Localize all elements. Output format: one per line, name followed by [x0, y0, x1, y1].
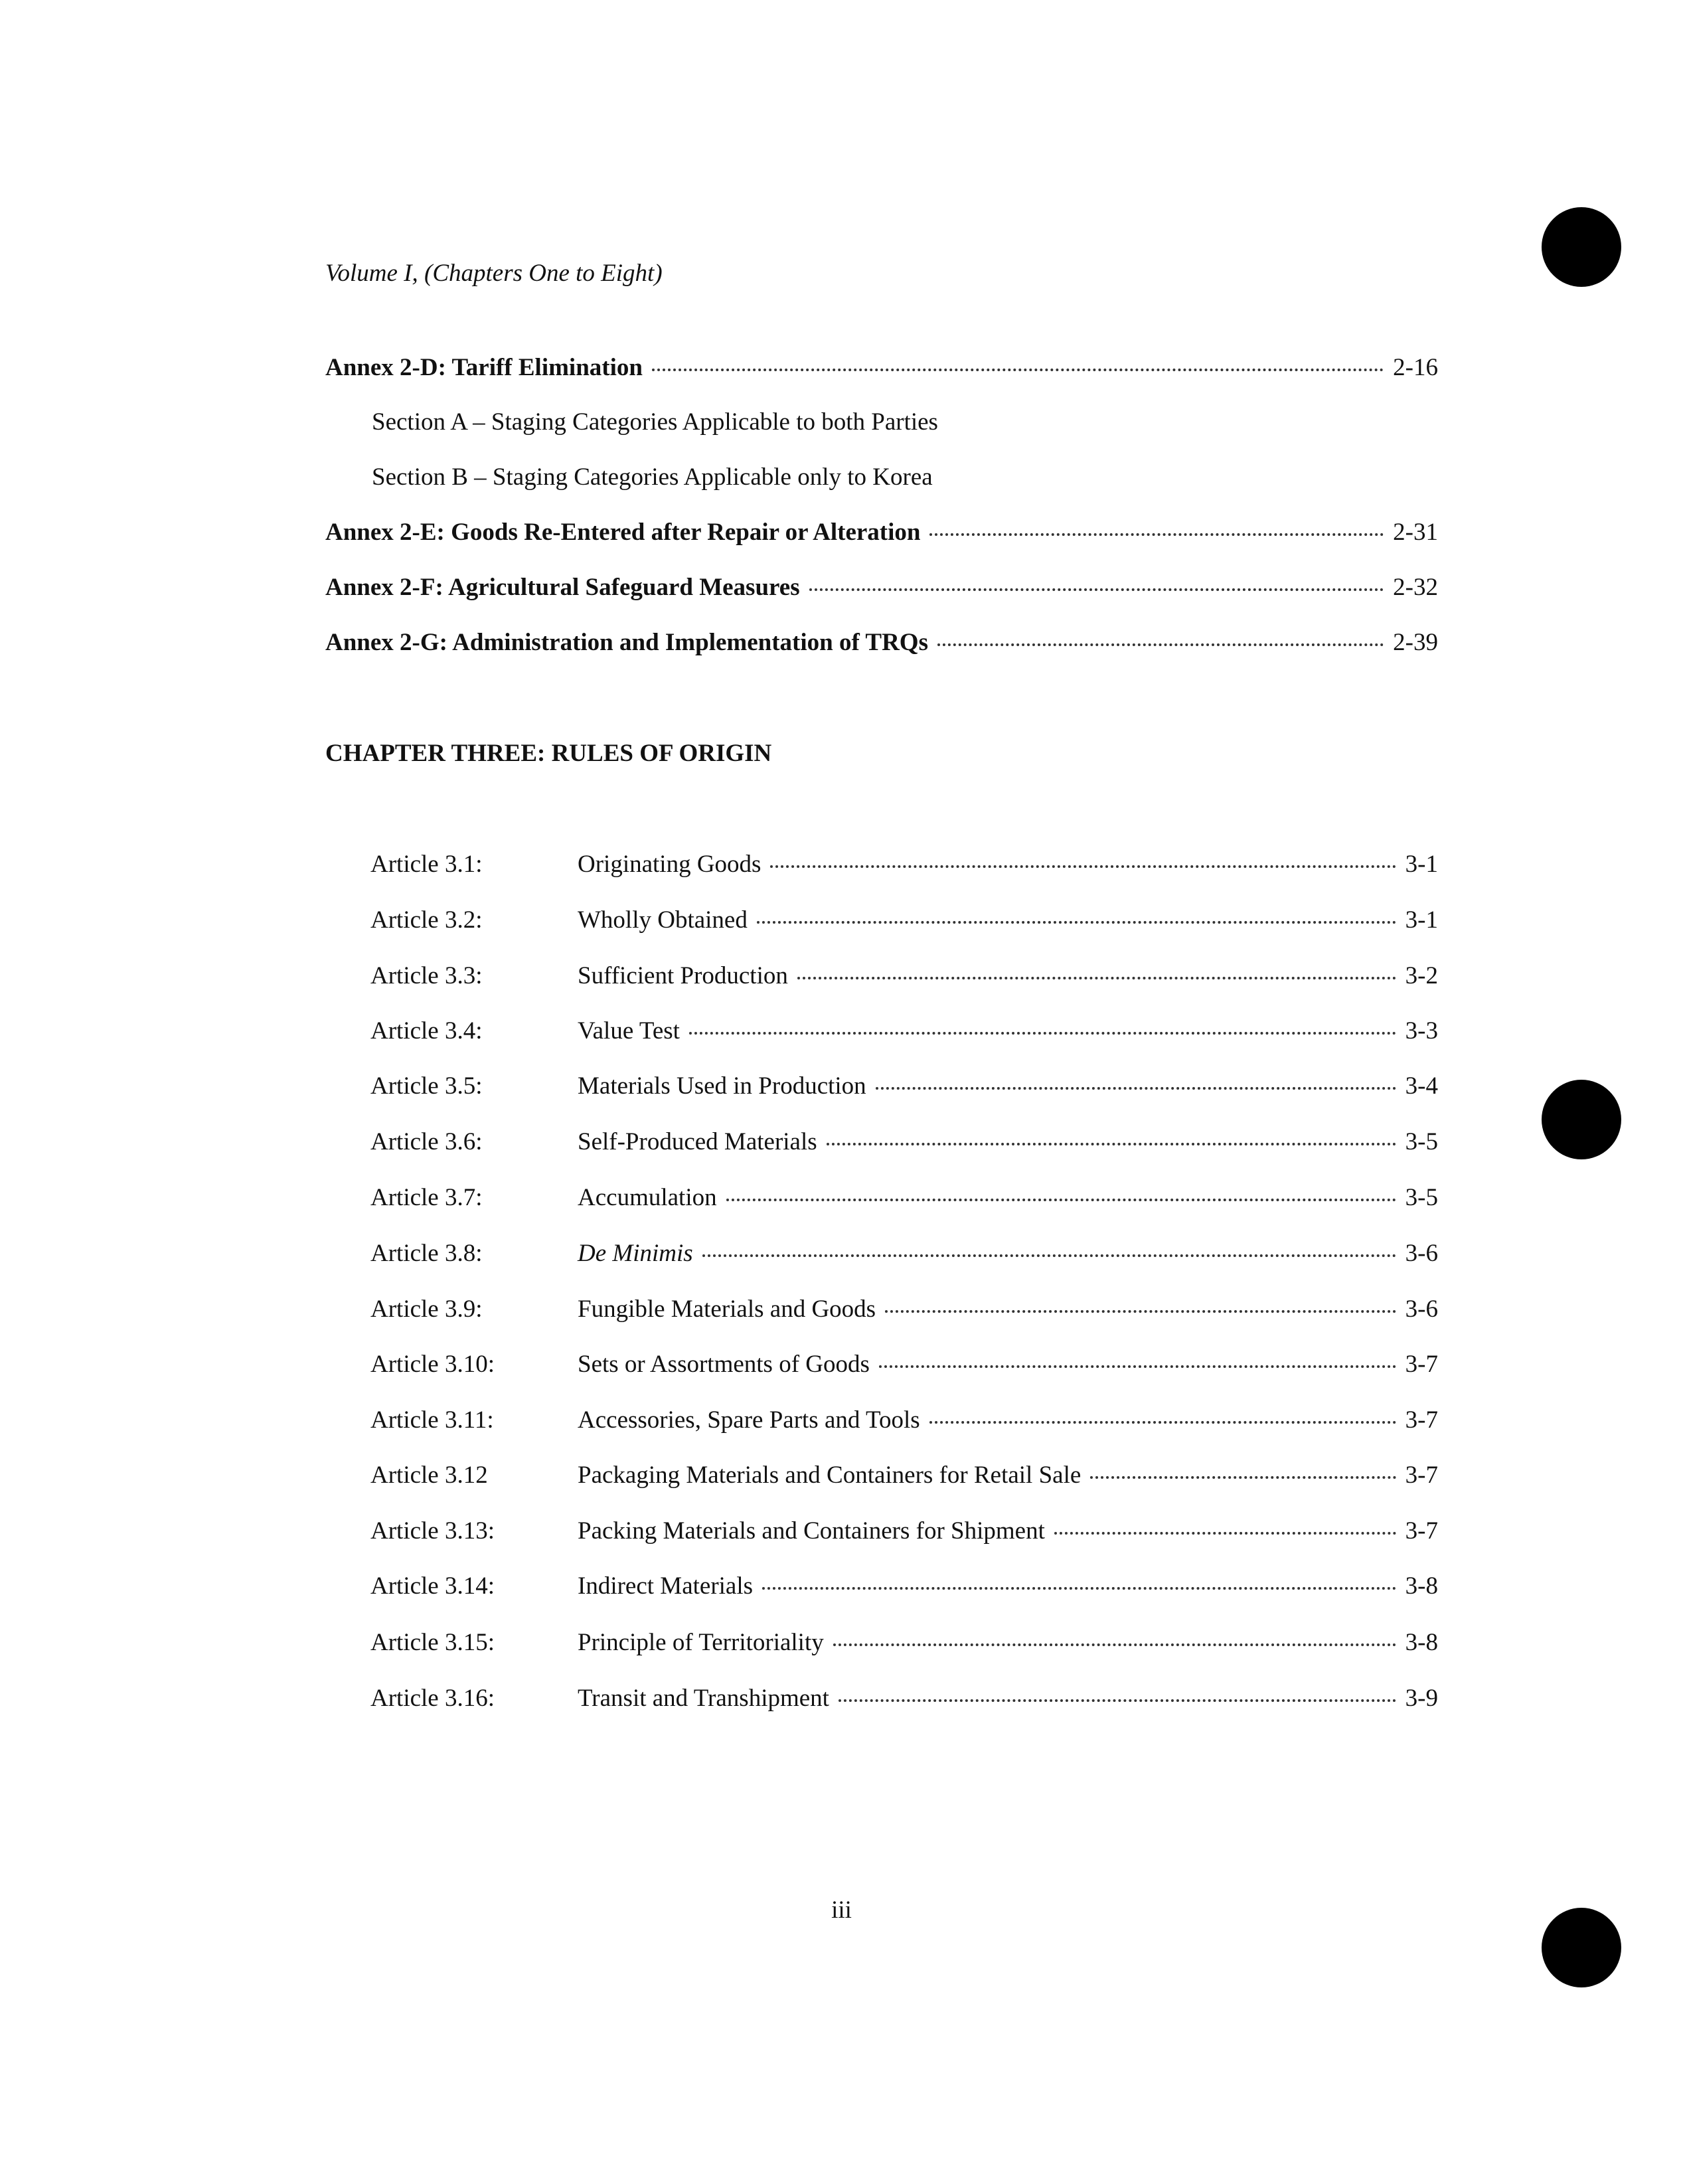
article-number: Article 3.14: [370, 1572, 495, 1600]
article-title: Principle of Territoriality [578, 1629, 824, 1656]
article-number: Article 3.8: [370, 1240, 483, 1267]
article-number: Article 3.4: [370, 1017, 483, 1045]
toc-article-row[interactable] [370, 1628, 1438, 1657]
dot-leader [652, 369, 1384, 371]
toc-article-row[interactable] [370, 1684, 1438, 1713]
punch-hole-middle [1542, 1080, 1621, 1159]
article-page: 3-7 [1405, 1517, 1438, 1545]
toc-article-row[interactable] [370, 962, 1438, 990]
dot-leader [885, 1310, 1396, 1313]
article-page: 3-7 [1405, 1351, 1438, 1378]
article-number: Article 3.1: [370, 851, 483, 878]
article-title: Fungible Materials and Goods [578, 1296, 876, 1323]
article-title: Packaging Materials and Containers for Retail Sale [578, 1462, 1082, 1489]
punch-hole-top [1542, 207, 1621, 287]
article-page: 3-6 [1405, 1296, 1438, 1323]
dot-leader [1054, 1532, 1396, 1535]
article-title: Wholly Obtained [578, 906, 748, 934]
article-title: Sets or Assortments of Goods [578, 1351, 870, 1378]
article-title: De Minimis [578, 1240, 693, 1267]
toc-article-row[interactable] [370, 1128, 1438, 1156]
dot-leader [770, 865, 1396, 868]
article-title: Transit and Transhipment [578, 1685, 829, 1712]
toc-entry-title: Annex 2-D: Tariff Elimination [325, 354, 643, 381]
article-page: 3-4 [1405, 1072, 1438, 1100]
toc-entry-annex-2d[interactable] [325, 353, 1438, 382]
article-number: Article 3.2: [370, 906, 483, 934]
article-page: 3-1 [1405, 851, 1438, 878]
article-number: Article 3.10: [370, 1351, 495, 1378]
toc-entry-page: 2-32 [1393, 574, 1438, 601]
article-title: Accumulation [578, 1184, 717, 1211]
toc-section-a[interactable]: Section A – Staging Categories Applicable to both Parties [372, 408, 938, 436]
article-page: 3-7 [1405, 1406, 1438, 1434]
article-title: Originating Goods [578, 851, 761, 878]
toc-entry-annex-2e[interactable] [325, 518, 1438, 546]
toc-entry-annex-2g[interactable] [325, 628, 1438, 657]
article-page: 3-5 [1405, 1184, 1438, 1211]
article-number: Article 3.7: [370, 1184, 483, 1211]
dot-leader [833, 1643, 1396, 1646]
toc-article-row[interactable] [370, 1350, 1438, 1379]
article-number: Article 3.5: [370, 1072, 483, 1100]
toc-article-row[interactable] [370, 1572, 1438, 1600]
toc-entry-page: 2-39 [1393, 629, 1438, 656]
toc-article-row[interactable] [370, 906, 1438, 934]
article-number: Article 3.6: [370, 1128, 483, 1155]
article-number: Article 3.16: [370, 1685, 495, 1712]
article-number: Article 3.3: [370, 962, 483, 989]
article-number: Article 3.12 [370, 1462, 488, 1489]
dot-leader [809, 588, 1384, 591]
article-page: 3-5 [1405, 1128, 1438, 1155]
article-page: 3-9 [1405, 1685, 1438, 1712]
article-title: Accessories, Spare Parts and Tools [578, 1406, 920, 1434]
dot-leader [879, 1365, 1396, 1368]
article-page: 3-3 [1405, 1017, 1438, 1045]
article-title: Materials Used in Production [578, 1072, 866, 1100]
toc-article-row[interactable] [370, 1461, 1438, 1489]
article-page: 3-8 [1405, 1629, 1438, 1656]
article-title: Indirect Materials [578, 1572, 754, 1600]
dot-leader [797, 977, 1396, 979]
toc-article-row[interactable] [370, 1183, 1438, 1212]
article-title: Packing Materials and Containers for Shipment [578, 1517, 1045, 1545]
dot-leader [937, 643, 1384, 646]
toc-article-row[interactable] [370, 850, 1438, 879]
article-title: Sufficient Production [578, 962, 788, 989]
page-number: iii [831, 1896, 852, 1924]
dot-leader [827, 1143, 1396, 1145]
dot-leader [839, 1699, 1396, 1702]
toc-article-row[interactable] [370, 1017, 1438, 1045]
toc-section-b[interactable]: Section B – Staging Categories Applicable only to Korea [372, 463, 933, 491]
article-title: Value Test [578, 1017, 680, 1045]
article-number: Article 3.11: [370, 1406, 494, 1434]
article-number: Article 3.9: [370, 1296, 483, 1323]
toc-entry-title: Annex 2-E: Goods Re-Entered after Repair or Alteration [325, 519, 921, 546]
article-page: 3-2 [1405, 962, 1438, 989]
dot-leader [702, 1254, 1396, 1257]
dot-leader [876, 1087, 1396, 1090]
running-head: Volume I, (Chapters One to Eight) [325, 260, 663, 287]
toc-entry-title: Annex 2-F: Agricultural Safeguard Measures [325, 574, 800, 601]
toc-article-row[interactable] [370, 1239, 1438, 1268]
chapter-heading: CHAPTER THREE: RULES OF ORIGIN [325, 740, 772, 767]
article-page: 3-7 [1405, 1462, 1438, 1489]
toc-article-row[interactable] [370, 1517, 1438, 1545]
toc-article-row[interactable] [370, 1406, 1438, 1434]
toc-article-row[interactable] [370, 1295, 1438, 1323]
dot-leader [757, 921, 1396, 924]
article-page: 3-1 [1405, 906, 1438, 934]
toc-entry-annex-2f[interactable] [325, 573, 1438, 602]
article-page: 3-8 [1405, 1572, 1438, 1600]
toc-article-row[interactable] [370, 1072, 1438, 1100]
dot-leader [929, 1421, 1396, 1424]
dot-leader [762, 1587, 1396, 1590]
article-page: 3-6 [1405, 1240, 1438, 1267]
toc-entry-title: Annex 2-G: Administration and Implementation of TRQs [325, 629, 928, 656]
article-number: Article 3.13: [370, 1517, 495, 1545]
toc-entry-page: 2-16 [1393, 354, 1438, 381]
dot-leader [1090, 1476, 1396, 1479]
article-number: Article 3.15: [370, 1629, 495, 1656]
toc-entry-page: 2-31 [1393, 519, 1438, 546]
article-title: Self-Produced Materials [578, 1128, 817, 1155]
dot-leader [726, 1199, 1396, 1201]
dot-leader [929, 533, 1384, 536]
dot-leader [689, 1032, 1396, 1035]
